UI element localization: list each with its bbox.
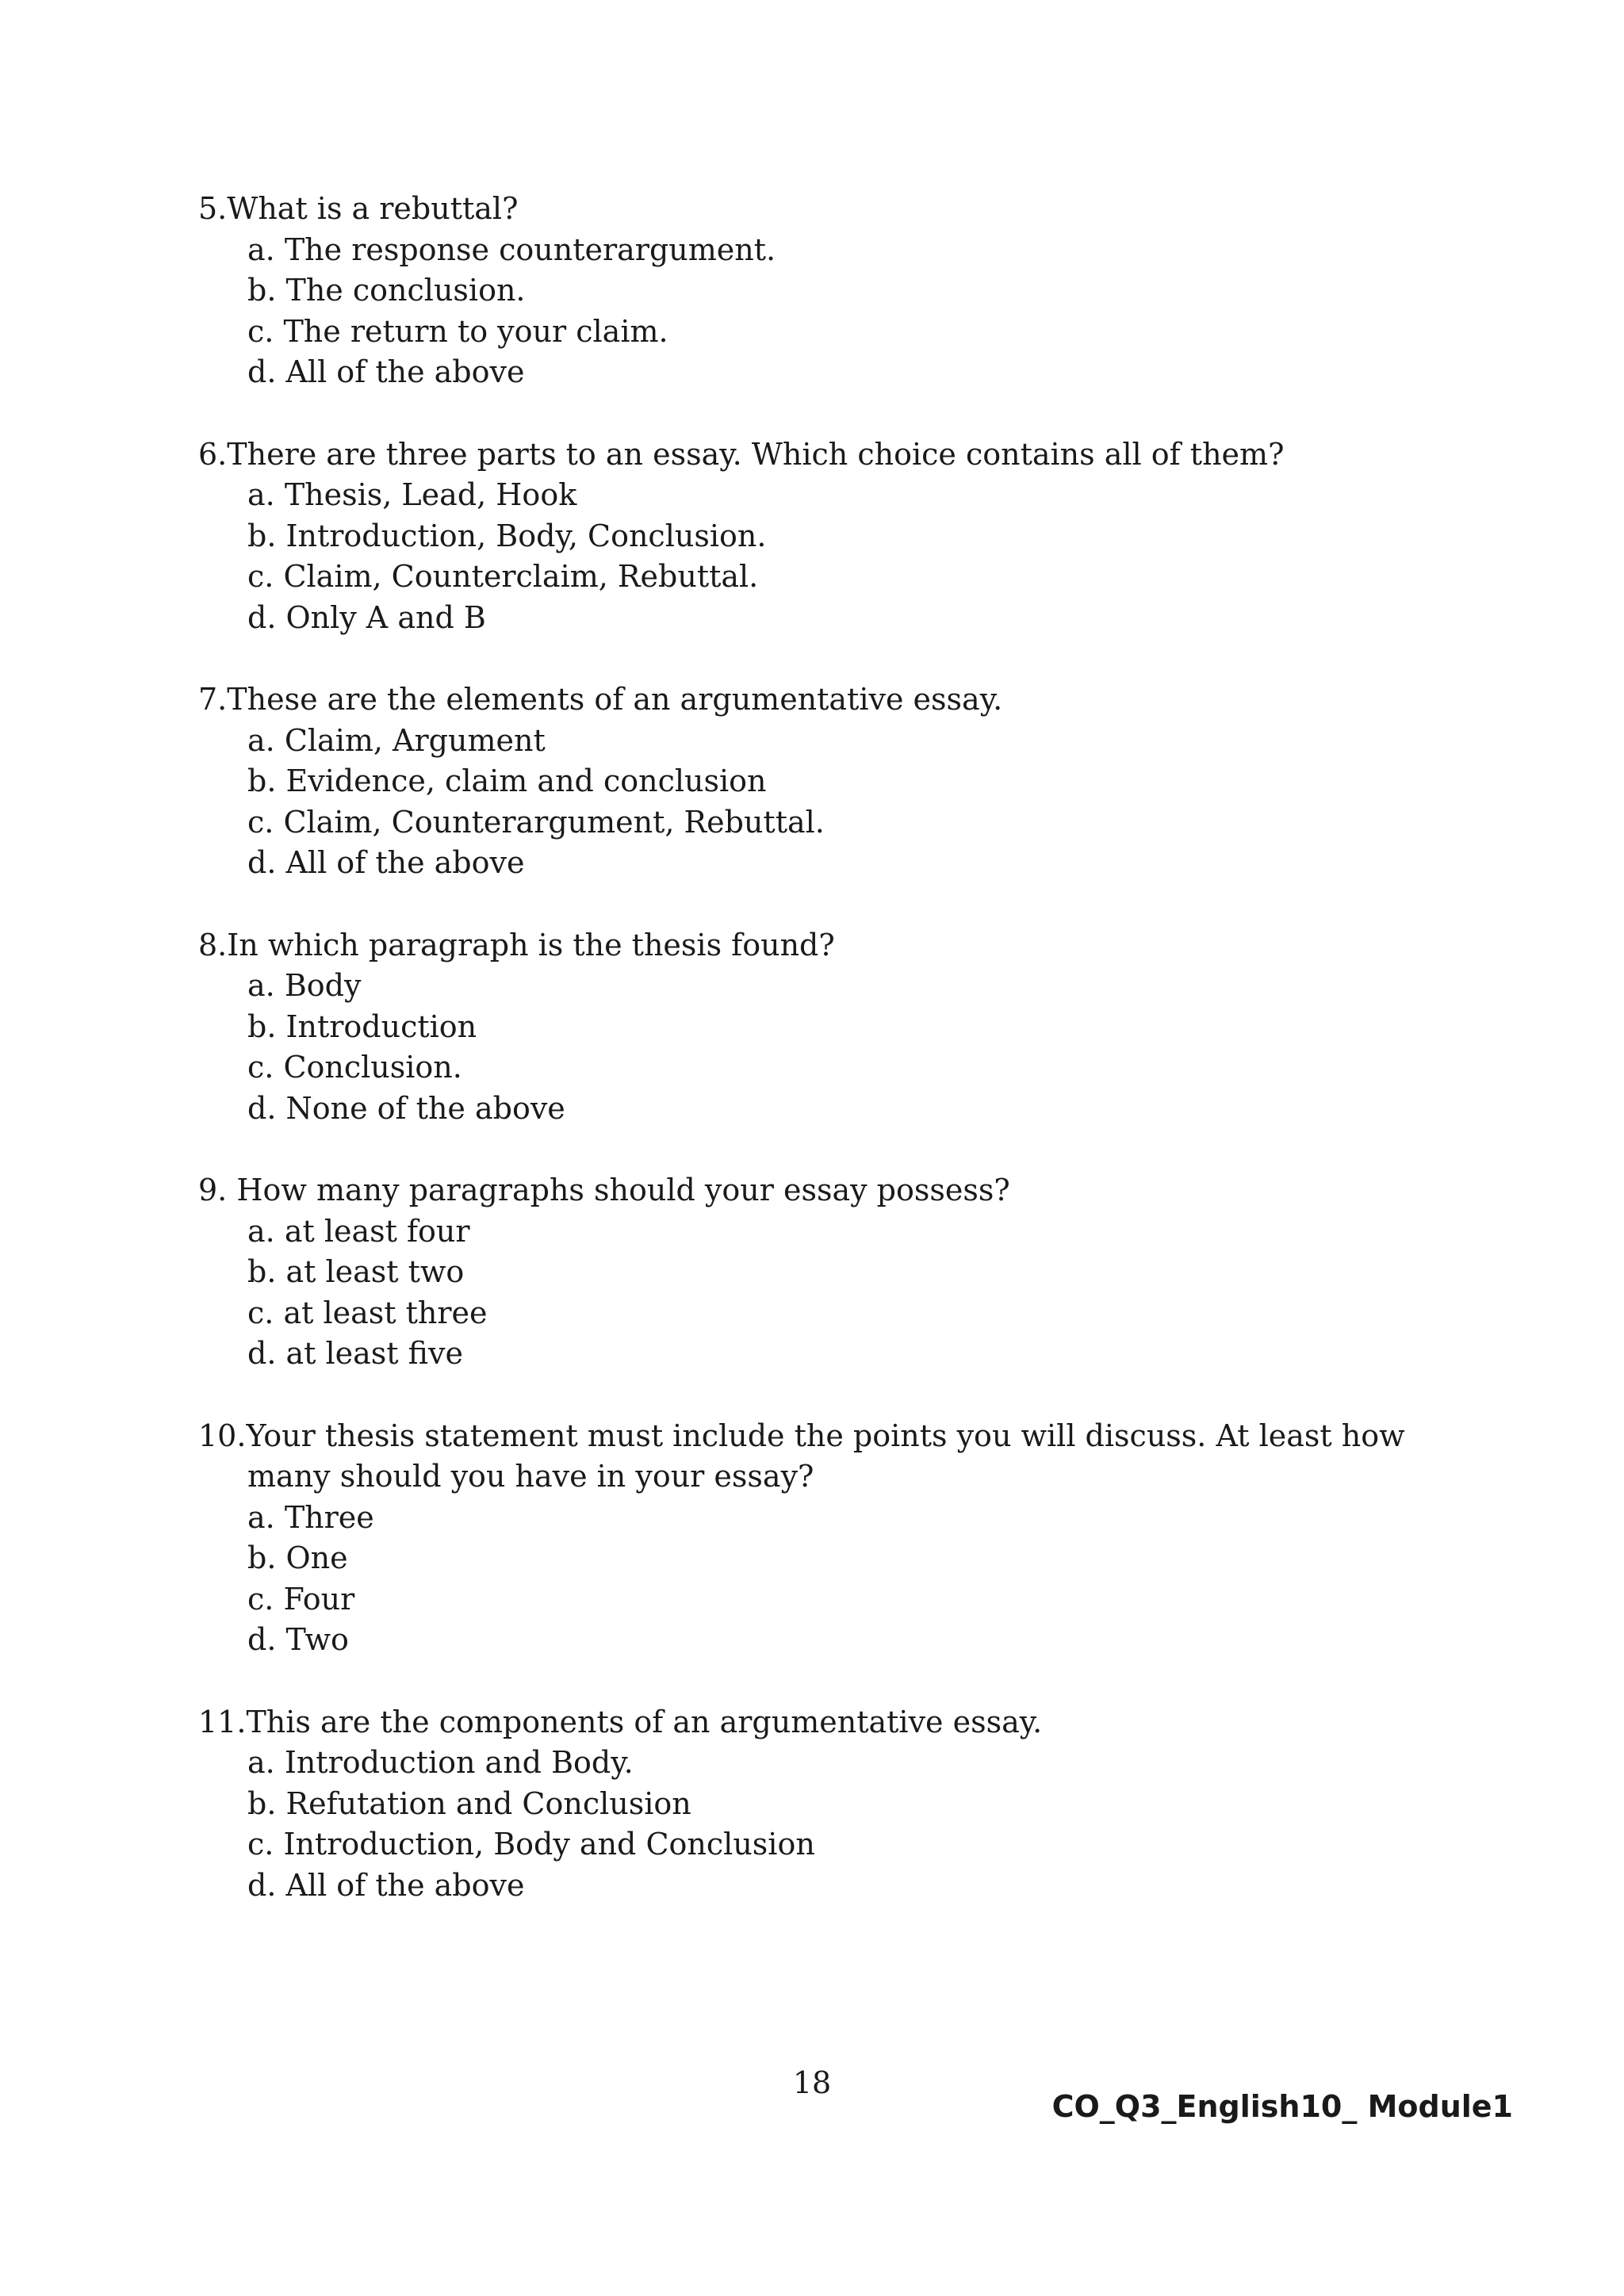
question-stem bbox=[198, 925, 1435, 966]
choice-b: b. The conclusion. bbox=[247, 273, 526, 308]
choice-list bbox=[198, 1211, 1435, 1375]
choice-a: a. at least four bbox=[247, 1213, 470, 1249]
question-5 bbox=[198, 189, 1435, 393]
choice-list bbox=[198, 966, 1435, 1129]
question-stem bbox=[198, 1416, 1435, 1498]
question-text: There are three parts to an essay. Which choice contains all of them? bbox=[227, 436, 1285, 472]
question-text: Your thesis statement must include the points you will discuss. At least how many should you have in your essay? bbox=[246, 1418, 1405, 1494]
question-9 bbox=[198, 1170, 1435, 1375]
question-number: 5. bbox=[198, 191, 228, 226]
question-number: 10. bbox=[198, 1418, 247, 1453]
choice-d: d. All of the above bbox=[247, 354, 525, 389]
choice-b: b. Evidence, claim and conclusion bbox=[247, 763, 767, 798]
choice-c: c. Claim, Counterargument, Rebuttal. bbox=[247, 804, 825, 840]
question-11 bbox=[198, 1702, 1435, 1907]
choice-d: d. None of the above bbox=[247, 1090, 565, 1126]
question-list bbox=[198, 189, 1435, 1947]
question-number: 6. bbox=[198, 436, 228, 472]
module-code: CO_Q3_English10_ Module1 bbox=[1051, 2089, 1513, 2124]
question-10 bbox=[198, 1416, 1435, 1661]
question-number: 9. bbox=[198, 1173, 228, 1207]
choice-c: c. Claim, Counterclaim, Rebuttal. bbox=[247, 559, 759, 594]
question-stem bbox=[198, 189, 1435, 230]
choice-c: c. Introduction, Body and Conclusion bbox=[247, 1827, 815, 1862]
question-text: In which paragraph is the thesis found? bbox=[227, 927, 835, 962]
choice-d: d. at least five bbox=[247, 1336, 463, 1371]
choice-list bbox=[198, 721, 1435, 884]
question-7 bbox=[198, 679, 1435, 884]
page-number: 18 bbox=[792, 2065, 832, 2100]
choice-list bbox=[198, 1743, 1435, 1906]
choice-b: b. Introduction bbox=[247, 1008, 477, 1044]
choice-a: a. Body bbox=[247, 968, 362, 1003]
choice-d: d. All of the above bbox=[247, 1867, 525, 1903]
choice-a: a. Thesis, Lead, Hook bbox=[247, 477, 577, 512]
choice-b: b. at least two bbox=[247, 1254, 465, 1289]
question-6 bbox=[198, 434, 1435, 639]
question-stem bbox=[198, 1170, 1435, 1211]
choice-d: d. Two bbox=[247, 1622, 349, 1657]
choice-a: a. Three bbox=[247, 1499, 374, 1535]
question-text: These are the elements of an argumentative essay. bbox=[227, 682, 1003, 717]
question-number: 8. bbox=[198, 927, 228, 962]
question-number: 7. bbox=[198, 682, 228, 717]
question-8 bbox=[198, 925, 1435, 1130]
choice-a: a. The response counterargument. bbox=[247, 232, 776, 267]
question-text: What is a rebuttal? bbox=[227, 191, 519, 226]
choice-list bbox=[198, 475, 1435, 638]
question-number: 11. bbox=[198, 1704, 247, 1739]
choice-c: c. Four bbox=[247, 1581, 355, 1617]
choice-c: c. The return to your claim. bbox=[247, 313, 668, 349]
choice-a: a. Claim, Argument bbox=[247, 722, 546, 758]
choice-list bbox=[198, 230, 1435, 393]
question-text: This are the components of an argumentative essay. bbox=[246, 1704, 1043, 1739]
choice-b: b. One bbox=[247, 1540, 348, 1575]
question-stem bbox=[198, 1702, 1435, 1743]
choice-b: b. Introduction, Body, Conclusion. bbox=[247, 518, 767, 553]
question-text: How many paragraphs should your essay possess? bbox=[236, 1173, 1010, 1207]
choice-d: d. All of the above bbox=[247, 845, 525, 880]
question-stem bbox=[198, 434, 1435, 476]
choice-c: c. Conclusion. bbox=[247, 1050, 462, 1085]
choice-b: b. Refutation and Conclusion bbox=[247, 1785, 691, 1821]
choice-a: a. Introduction and Body. bbox=[247, 1745, 634, 1780]
choice-list bbox=[198, 1498, 1435, 1661]
choice-d: d. Only A and B bbox=[247, 599, 486, 635]
choice-c: c. at least three bbox=[247, 1295, 488, 1330]
question-stem bbox=[198, 679, 1435, 721]
